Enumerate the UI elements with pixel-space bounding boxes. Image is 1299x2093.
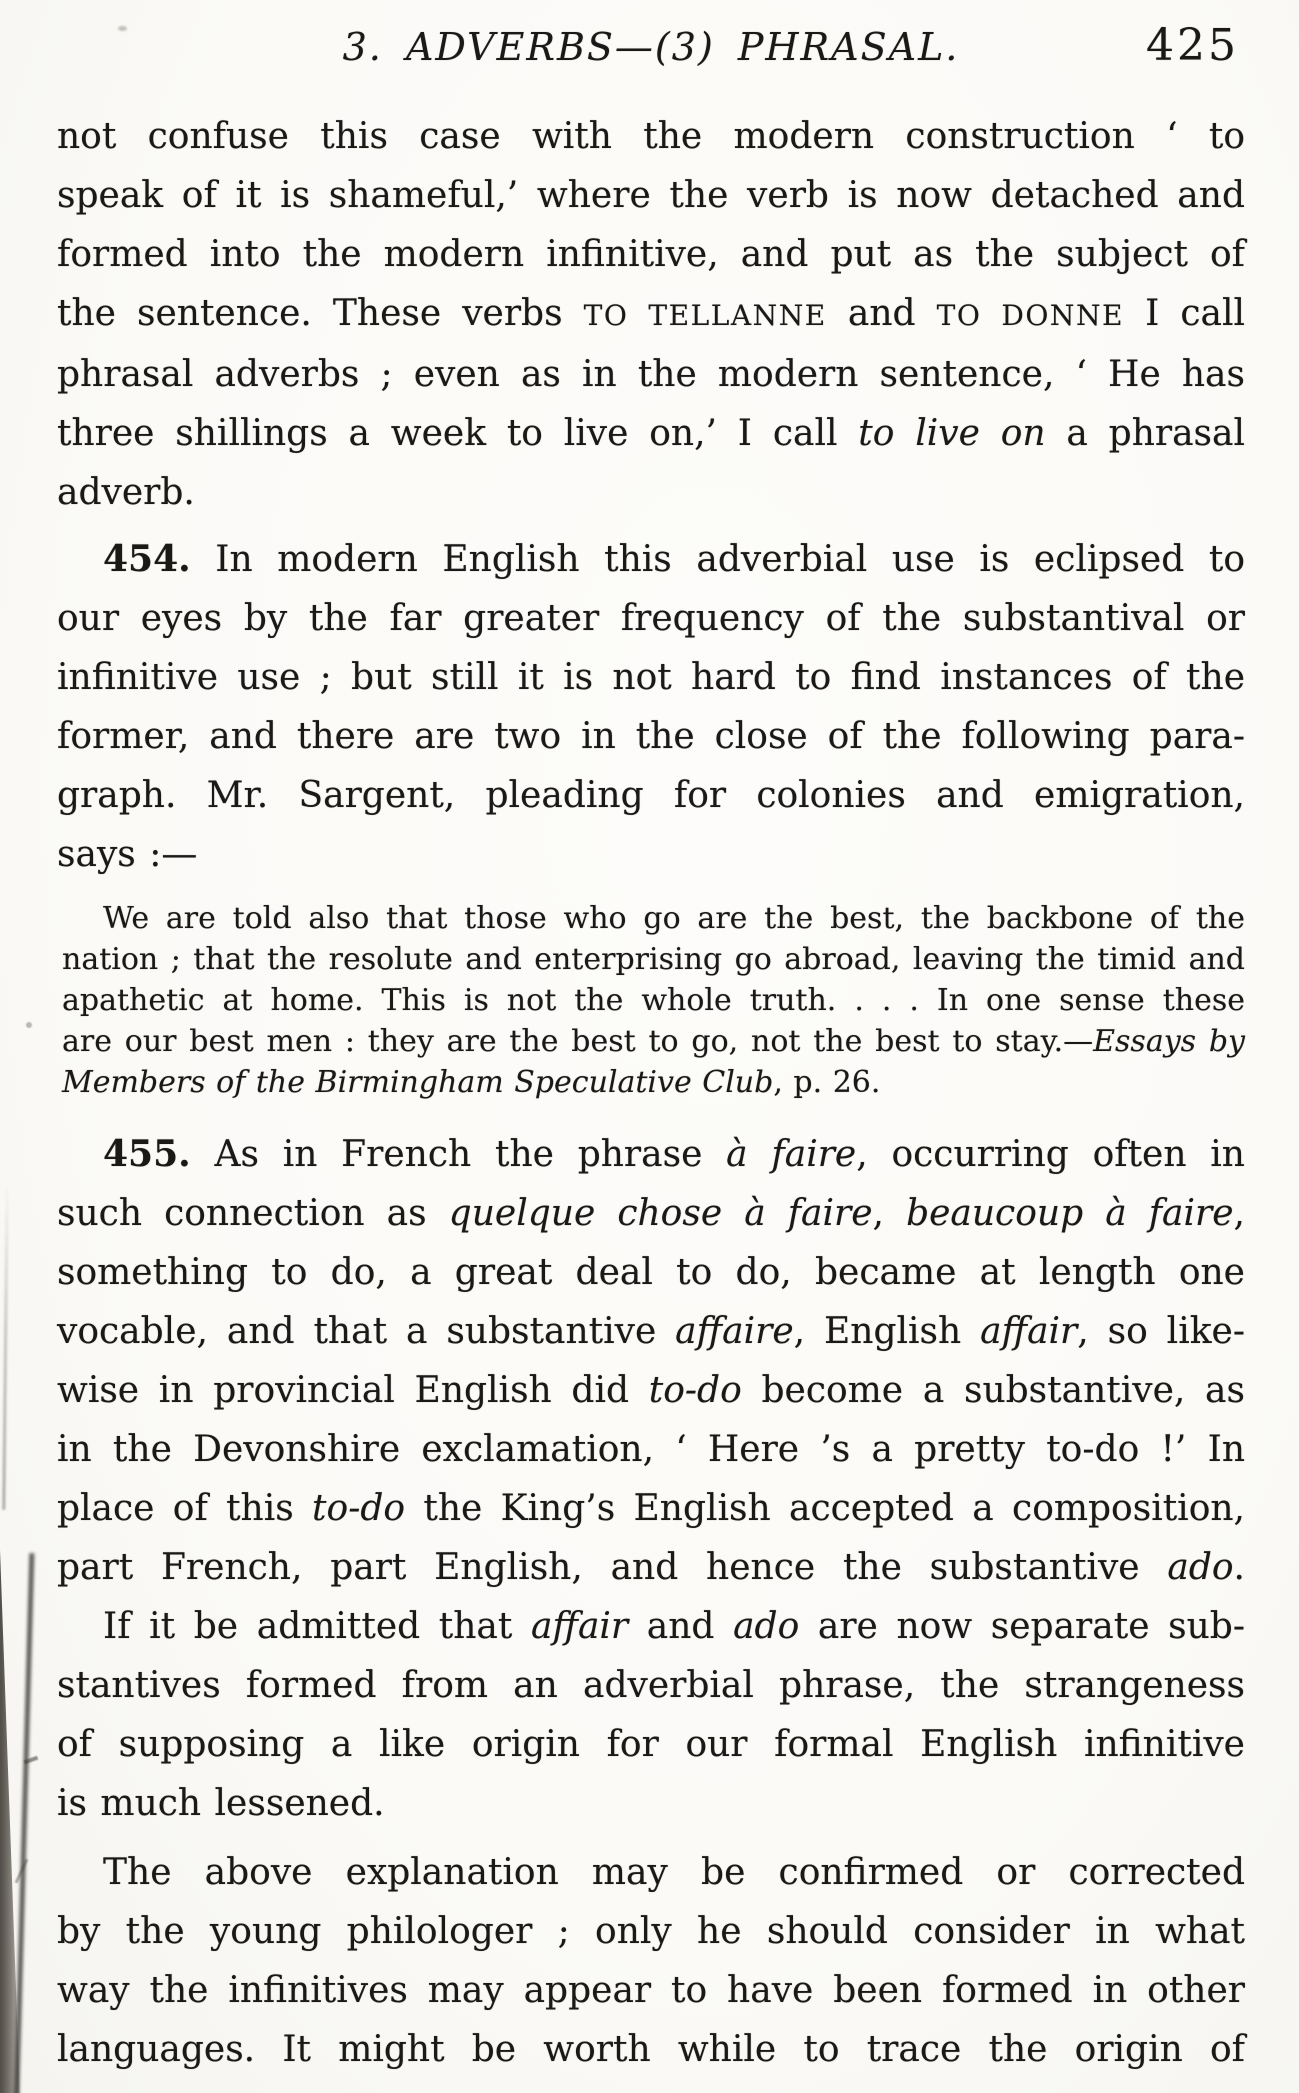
text-run: infinitive use ; but still it is not hard to find instances of the [57, 657, 1245, 698]
text-run: speak of it is shameful,’ where the verb is now detached and [57, 175, 1245, 216]
text-line [62, 1021, 1245, 1062]
text-run: is much lessened. [57, 1783, 385, 1824]
text-run: not confuse this case with the modern construction ‘ to [57, 116, 1245, 157]
text-line [57, 648, 1245, 707]
italic-run: affair [530, 1606, 629, 1647]
text-run: , p. 26. [773, 1065, 881, 1100]
text-run: place of this [57, 1488, 313, 1529]
text-run: something to do, a great deal to do, became at length one [57, 1252, 1245, 1293]
text-run: , [872, 1193, 907, 1234]
text-run: phrasal adverbs ; even as in the modern sentence, ‘ He has [57, 354, 1245, 395]
paragraph-if-admitted [57, 1597, 1245, 1833]
text-line [57, 225, 1245, 284]
text-line [57, 1538, 1245, 1597]
text-line [57, 825, 1245, 884]
paragraph-continuation [57, 107, 1245, 522]
italic-run: affaire [675, 1311, 794, 1352]
italic-run: à faire [726, 1134, 857, 1175]
italic-run: Members of the Birmingham Speculative Club [62, 1065, 774, 1100]
text-line [57, 1843, 1245, 1902]
paragraph-454 [57, 530, 1245, 884]
text-line [57, 1774, 1245, 1833]
italic-run: to live on [858, 413, 1046, 454]
text-run: by the young philologer ; only he should consider in what [57, 1911, 1245, 1952]
italic-run: ado [733, 1606, 800, 1647]
paragraph-455 [57, 1125, 1245, 1597]
italic-run: ado [1167, 1547, 1234, 1588]
smallcaps-run: TO DONNE [936, 299, 1125, 332]
text-line [57, 1302, 1245, 1361]
scan-speck [118, 26, 127, 31]
text-line [57, 284, 1245, 345]
text-run: If it be admitted that [103, 1606, 531, 1647]
edge-streak-artifact [2, 1180, 8, 1510]
text-line [57, 1902, 1245, 1961]
paragraph-above-explanation [57, 1843, 1245, 2079]
italic-run: affair [980, 1311, 1078, 1352]
text-line [57, 1420, 1245, 1479]
text-run: the sentence. These verbs [57, 293, 584, 334]
italic-run: Essays by [1093, 1024, 1245, 1059]
text-run: wise in provincial English did [57, 1370, 649, 1411]
text-line [62, 898, 1245, 939]
text-line [57, 2020, 1245, 2079]
italic-run: to-do [312, 1488, 406, 1529]
text-run: way the infinitives may appear to have been formed in other [57, 1970, 1245, 2011]
text-line [57, 404, 1245, 463]
text-run: vocable, and that a substantive [57, 1311, 676, 1352]
italic-run: quelque chose à faire [448, 1193, 873, 1234]
text-run: are now separate sub- [799, 1606, 1245, 1647]
text-run: such connection as [57, 1193, 449, 1234]
text-run: formed into the modern infinitive, and put as the subject of [57, 234, 1245, 275]
running-head [57, 0, 1245, 107]
text-run: In modern English this adverbial use is eclipsed to [190, 539, 1245, 580]
text-run: , [1233, 1193, 1245, 1234]
text-line [57, 1184, 1245, 1243]
text-line [57, 1479, 1245, 1538]
italic-run: to-do [648, 1370, 742, 1411]
text-run: , so like- [1077, 1311, 1245, 1352]
text-run: adverb. [57, 472, 195, 513]
text-run: part French, part English, and hence the substantive [57, 1547, 1168, 1588]
text-run: As in French the phrase [190, 1134, 727, 1175]
text-line [57, 589, 1245, 648]
text-line [57, 1597, 1245, 1656]
text-run: three shillings a week to live on,’ I call [57, 413, 859, 454]
text-run: says :— [57, 834, 198, 875]
text-run: of supposing a like origin for our formal English infinitive [57, 1724, 1245, 1765]
text-run: a phrasal [1045, 413, 1246, 454]
text-run: , English [793, 1311, 981, 1352]
text-line [62, 939, 1245, 980]
text-line [57, 1125, 1245, 1184]
text-line [62, 980, 1245, 1021]
quote-excerpt [62, 898, 1245, 1103]
text-line [57, 1715, 1245, 1774]
smallcaps-run: TO TELLANNE [583, 299, 827, 332]
text-line [62, 1062, 1245, 1103]
section-title: 3. ADVERBS—(3) PHRASAL. [342, 25, 960, 69]
text-run: languages. It might be worth while to trace the origin of [57, 2029, 1245, 2070]
text-run: We are told also that those who go are the best, the backbone of the [103, 901, 1245, 936]
text-run: and [628, 1606, 734, 1647]
text-run: are our best men : they are the best to go, not the best to stay.— [62, 1024, 1094, 1059]
text-line [57, 1961, 1245, 2020]
text-line [57, 345, 1245, 404]
text-run: become a substantive, as [741, 1370, 1245, 1411]
text-line [57, 530, 1245, 589]
scan-speck [26, 1022, 32, 1028]
page-number: 425 [1146, 20, 1239, 71]
text-run: nation ; that the resolute and enterprising go abroad, leaving the timid and [62, 942, 1245, 977]
text-column [57, 0, 1245, 2079]
text-run: our eyes by the far greater frequency of the substantival or [57, 598, 1245, 639]
text-run: stantives formed from an adverbial phrase, the strangeness [57, 1665, 1245, 1706]
text-run: I call [1124, 293, 1245, 334]
text-line [57, 1361, 1245, 1420]
text-line [57, 1243, 1245, 1302]
text-line [57, 1656, 1245, 1715]
text-run: the King’s English accepted a composition, [405, 1488, 1245, 1529]
text-line [57, 166, 1245, 225]
text-run: graph. Mr. Sargent, pleading for colonies and emigration, [57, 775, 1245, 816]
binding-edge-artifact [14, 1553, 34, 2093]
text-run: former, and there are two in the close of the following para- [57, 716, 1245, 757]
text-run: in the Devonshire exclamation, ‘ Here ’s a pretty to-do !’ In [57, 1429, 1245, 1470]
text-run: The above explanation may be confirmed or corrected [103, 1852, 1245, 1893]
bold-run: 454. [103, 538, 191, 580]
italic-run: beaucoup à faire [906, 1193, 1234, 1234]
text-line [57, 707, 1245, 766]
text-run: and [826, 293, 937, 334]
bold-run: 455. [103, 1133, 191, 1175]
text-run: . [1233, 1547, 1245, 1588]
text-line [57, 463, 1245, 522]
text-line [57, 107, 1245, 166]
text-run: apathetic at home. This is not the whole truth. . . . In one sense these [62, 983, 1245, 1018]
text-run: , occurring often in [856, 1134, 1245, 1175]
text-line [57, 766, 1245, 825]
